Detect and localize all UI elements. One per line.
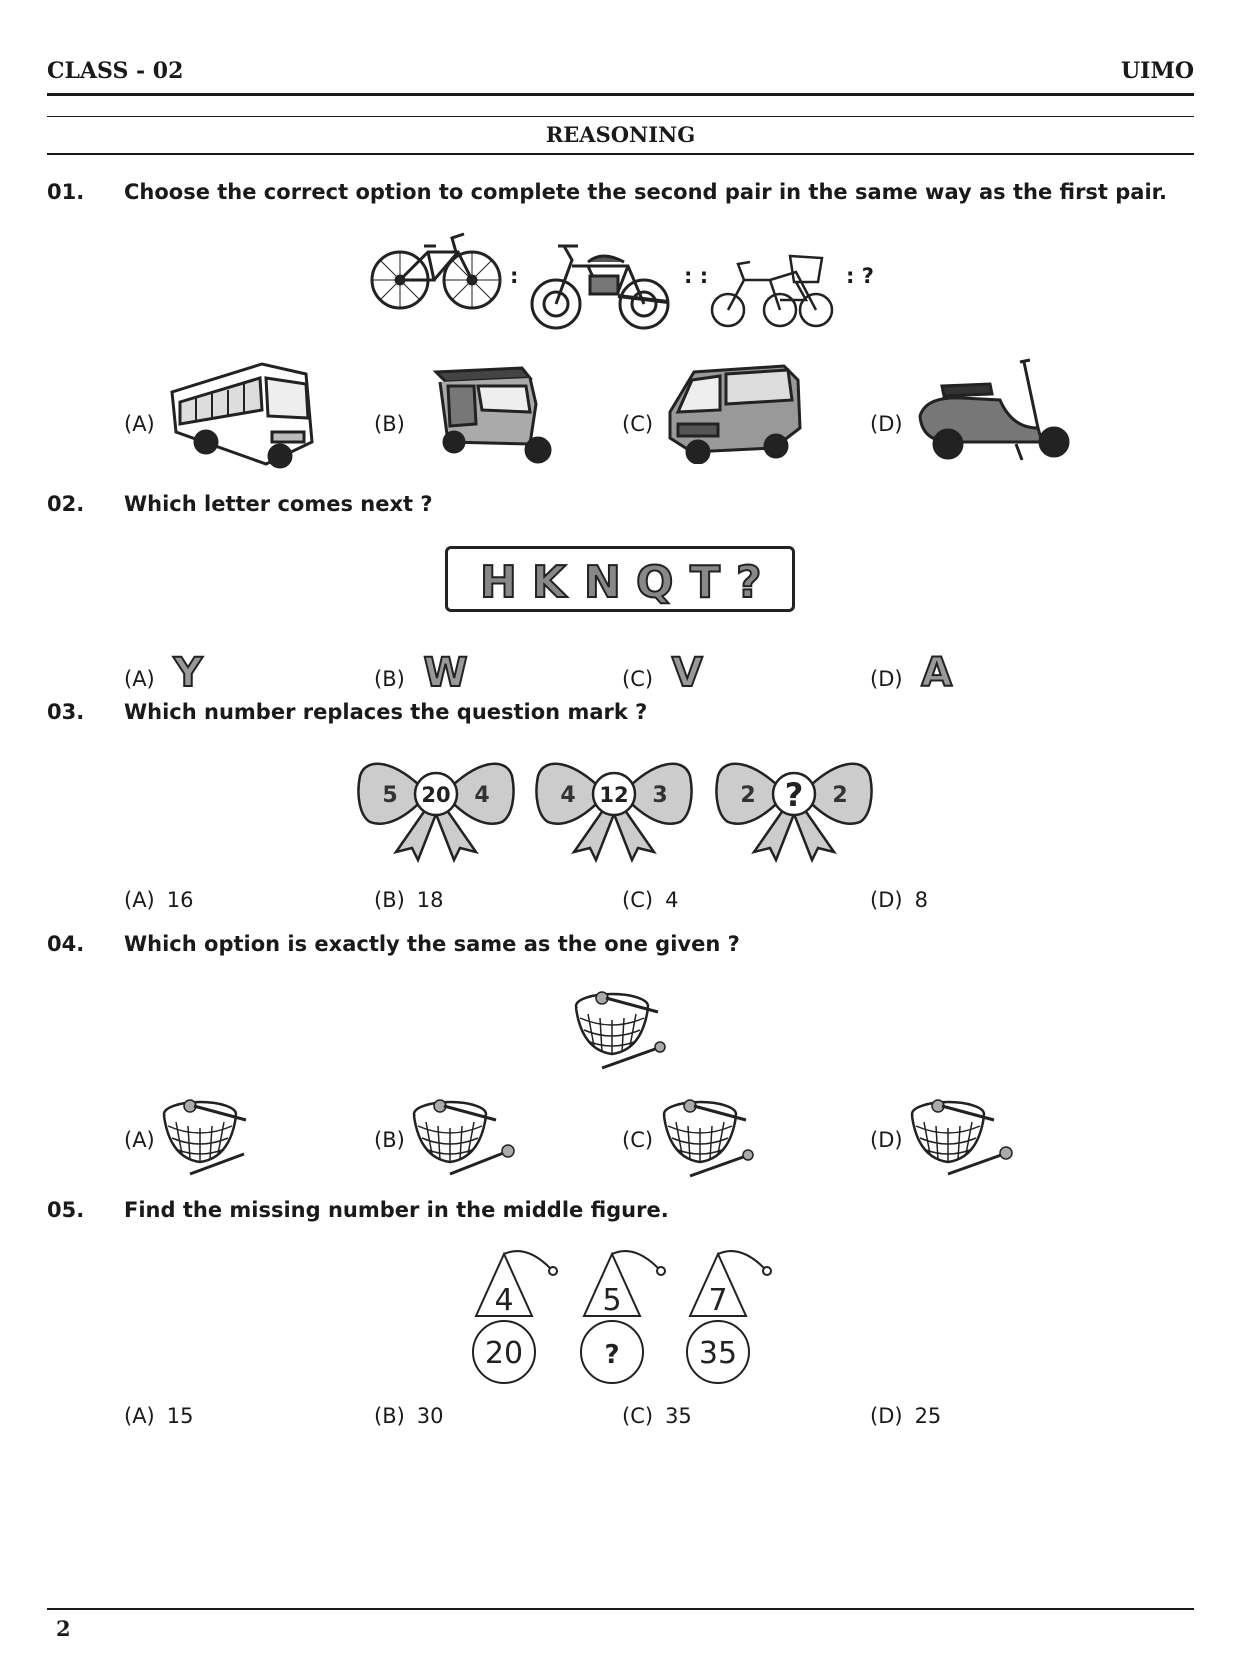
series-letter-3: N [584,557,621,607]
figure-2-bottom: ? [604,1340,620,1370]
question-1-number: 01. [47,180,85,204]
figure-1-top: 4 [494,1283,514,1318]
q4-option-c-drum-icon[interactable] [660,1092,770,1180]
q5-option-b-label: (B) [374,1404,405,1428]
series-letter-5: T [690,557,721,607]
q1-option-c-label[interactable]: (C) [622,412,654,436]
figure-3-bottom: 35 [698,1336,738,1371]
question-2-text: Which letter comes next ? [124,492,433,516]
figure-1-bottom: 20 [484,1336,524,1371]
q2-option-d-label: (D) [870,667,903,691]
series-letter-6: ? [736,557,762,607]
q3-option-c-label: (C) [622,888,654,912]
bow-3-center: ? [784,776,804,814]
bow-1-center: 20 [421,783,451,807]
bow-1 [358,764,513,860]
footer-rule [47,1608,1194,1610]
series-letter-1: H [480,557,517,607]
question-4-number: 04. [47,932,85,956]
question-4-text: Which option is exactly the same as the one given ? [124,932,740,956]
series-letter-2: K [532,557,567,607]
q5-option-c[interactable] [622,1404,692,1428]
bow-3 [716,764,871,860]
motorcycle-icon [528,236,672,332]
bus-icon[interactable] [166,358,320,470]
q3-option-d[interactable] [870,888,928,912]
q2-option-a-value: Y [173,650,203,696]
page-number: 2 [56,1616,71,1641]
given-drum-icon [572,984,672,1072]
q5-option-a-value: 15 [166,1404,194,1428]
q2-option-c-value: V [671,650,703,696]
figure-2-top: 5 [602,1283,622,1318]
van-icon[interactable] [664,360,804,464]
bow-3-right: 2 [832,783,848,808]
q4-option-b-label[interactable]: (B) [374,1128,405,1152]
q3-option-a[interactable] [124,888,194,912]
q2-option-a[interactable] [124,650,202,696]
q5-option-d-label: (D) [870,1404,903,1428]
q2-option-b[interactable] [374,650,468,696]
q5-option-c-label: (C) [622,1404,654,1428]
header-rule-top [47,93,1194,96]
exam-name: UIMO [1121,58,1194,84]
q5-option-c-value: 35 [665,1404,692,1428]
q3-option-b-label: (B) [374,888,405,912]
triangle-circle-figures [466,1250,786,1384]
figure-3-top: 7 [708,1283,728,1318]
question-3-text: Which number replaces the question mark ? [124,700,648,724]
q3-option-c-value: 4 [665,888,679,912]
q4-option-a-label[interactable]: (A) [124,1128,155,1152]
question-5-number: 05. [47,1198,85,1222]
class-label: CLASS - 02 [47,58,184,84]
q4-option-d-label[interactable]: (D) [870,1128,903,1152]
analogy-separator-1: : [510,264,519,288]
q4-option-d-drum-icon[interactable] [908,1092,1018,1180]
q1-option-d-label[interactable]: (D) [870,412,903,436]
q4-option-a-drum-icon[interactable] [160,1092,260,1180]
analogy-separator-3: : ? [846,264,874,288]
figure-2 [581,1251,665,1383]
auto-rickshaw-icon[interactable] [426,364,560,464]
question-1-text: Choose the correct option to complete the second pair in the same way as the first pair. [124,180,1168,204]
bow-3-left: 2 [740,783,756,808]
q2-option-b-value: W [423,650,468,696]
q4-option-b-drum-icon[interactable] [410,1092,520,1180]
header-rule-mid [47,116,1194,117]
q2-option-c[interactable] [622,650,703,696]
bow-figures [356,756,896,866]
question-5-text: Find the missing number in the middle figure. [124,1198,669,1222]
q3-option-b-value: 18 [416,888,444,912]
q4-option-c-label[interactable]: (C) [622,1128,654,1152]
q1-option-a-label[interactable]: (A) [124,412,155,436]
bow-2-left: 4 [560,783,576,808]
letter-series-box [445,546,795,612]
bow-2-right: 3 [652,783,668,808]
q3-option-d-label: (D) [870,888,903,912]
series-letter-4: Q [636,557,674,607]
q5-option-b-value: 30 [416,1404,444,1428]
header-rule-bottom [47,153,1194,155]
bow-1-left: 5 [382,783,398,808]
question-2-number: 02. [47,492,85,516]
q5-option-b[interactable] [374,1404,444,1428]
q3-option-c[interactable] [622,888,678,912]
q2-option-a-label: (A) [124,667,155,691]
letter-series [470,551,770,607]
analogy-separator-2: : : [684,264,709,288]
tricycle-rickshaw-icon [710,252,834,330]
q5-option-a[interactable] [124,1404,194,1428]
q5-option-d[interactable] [870,1404,941,1428]
q3-option-a-value: 16 [166,888,194,912]
q3-option-a-label: (A) [124,888,155,912]
q3-option-d-value: 8 [914,888,928,912]
q2-option-c-label: (C) [622,667,654,691]
section-title: REASONING [545,122,696,147]
scooter-icon[interactable] [912,358,1078,464]
q5-option-d-value: 25 [914,1404,942,1428]
q2-option-d-value: A [921,650,953,696]
q1-option-b-label[interactable]: (B) [374,412,405,436]
question-3-number: 03. [47,700,85,724]
q5-option-a-label: (A) [124,1404,155,1428]
bow-2 [536,764,691,860]
q2-option-b-label: (B) [374,667,405,691]
bow-2-center: 12 [599,783,629,807]
bow-1-right: 4 [474,783,490,808]
q3-option-b[interactable] [374,888,444,912]
q2-option-d[interactable] [870,650,952,696]
bicycle-icon [368,228,504,314]
